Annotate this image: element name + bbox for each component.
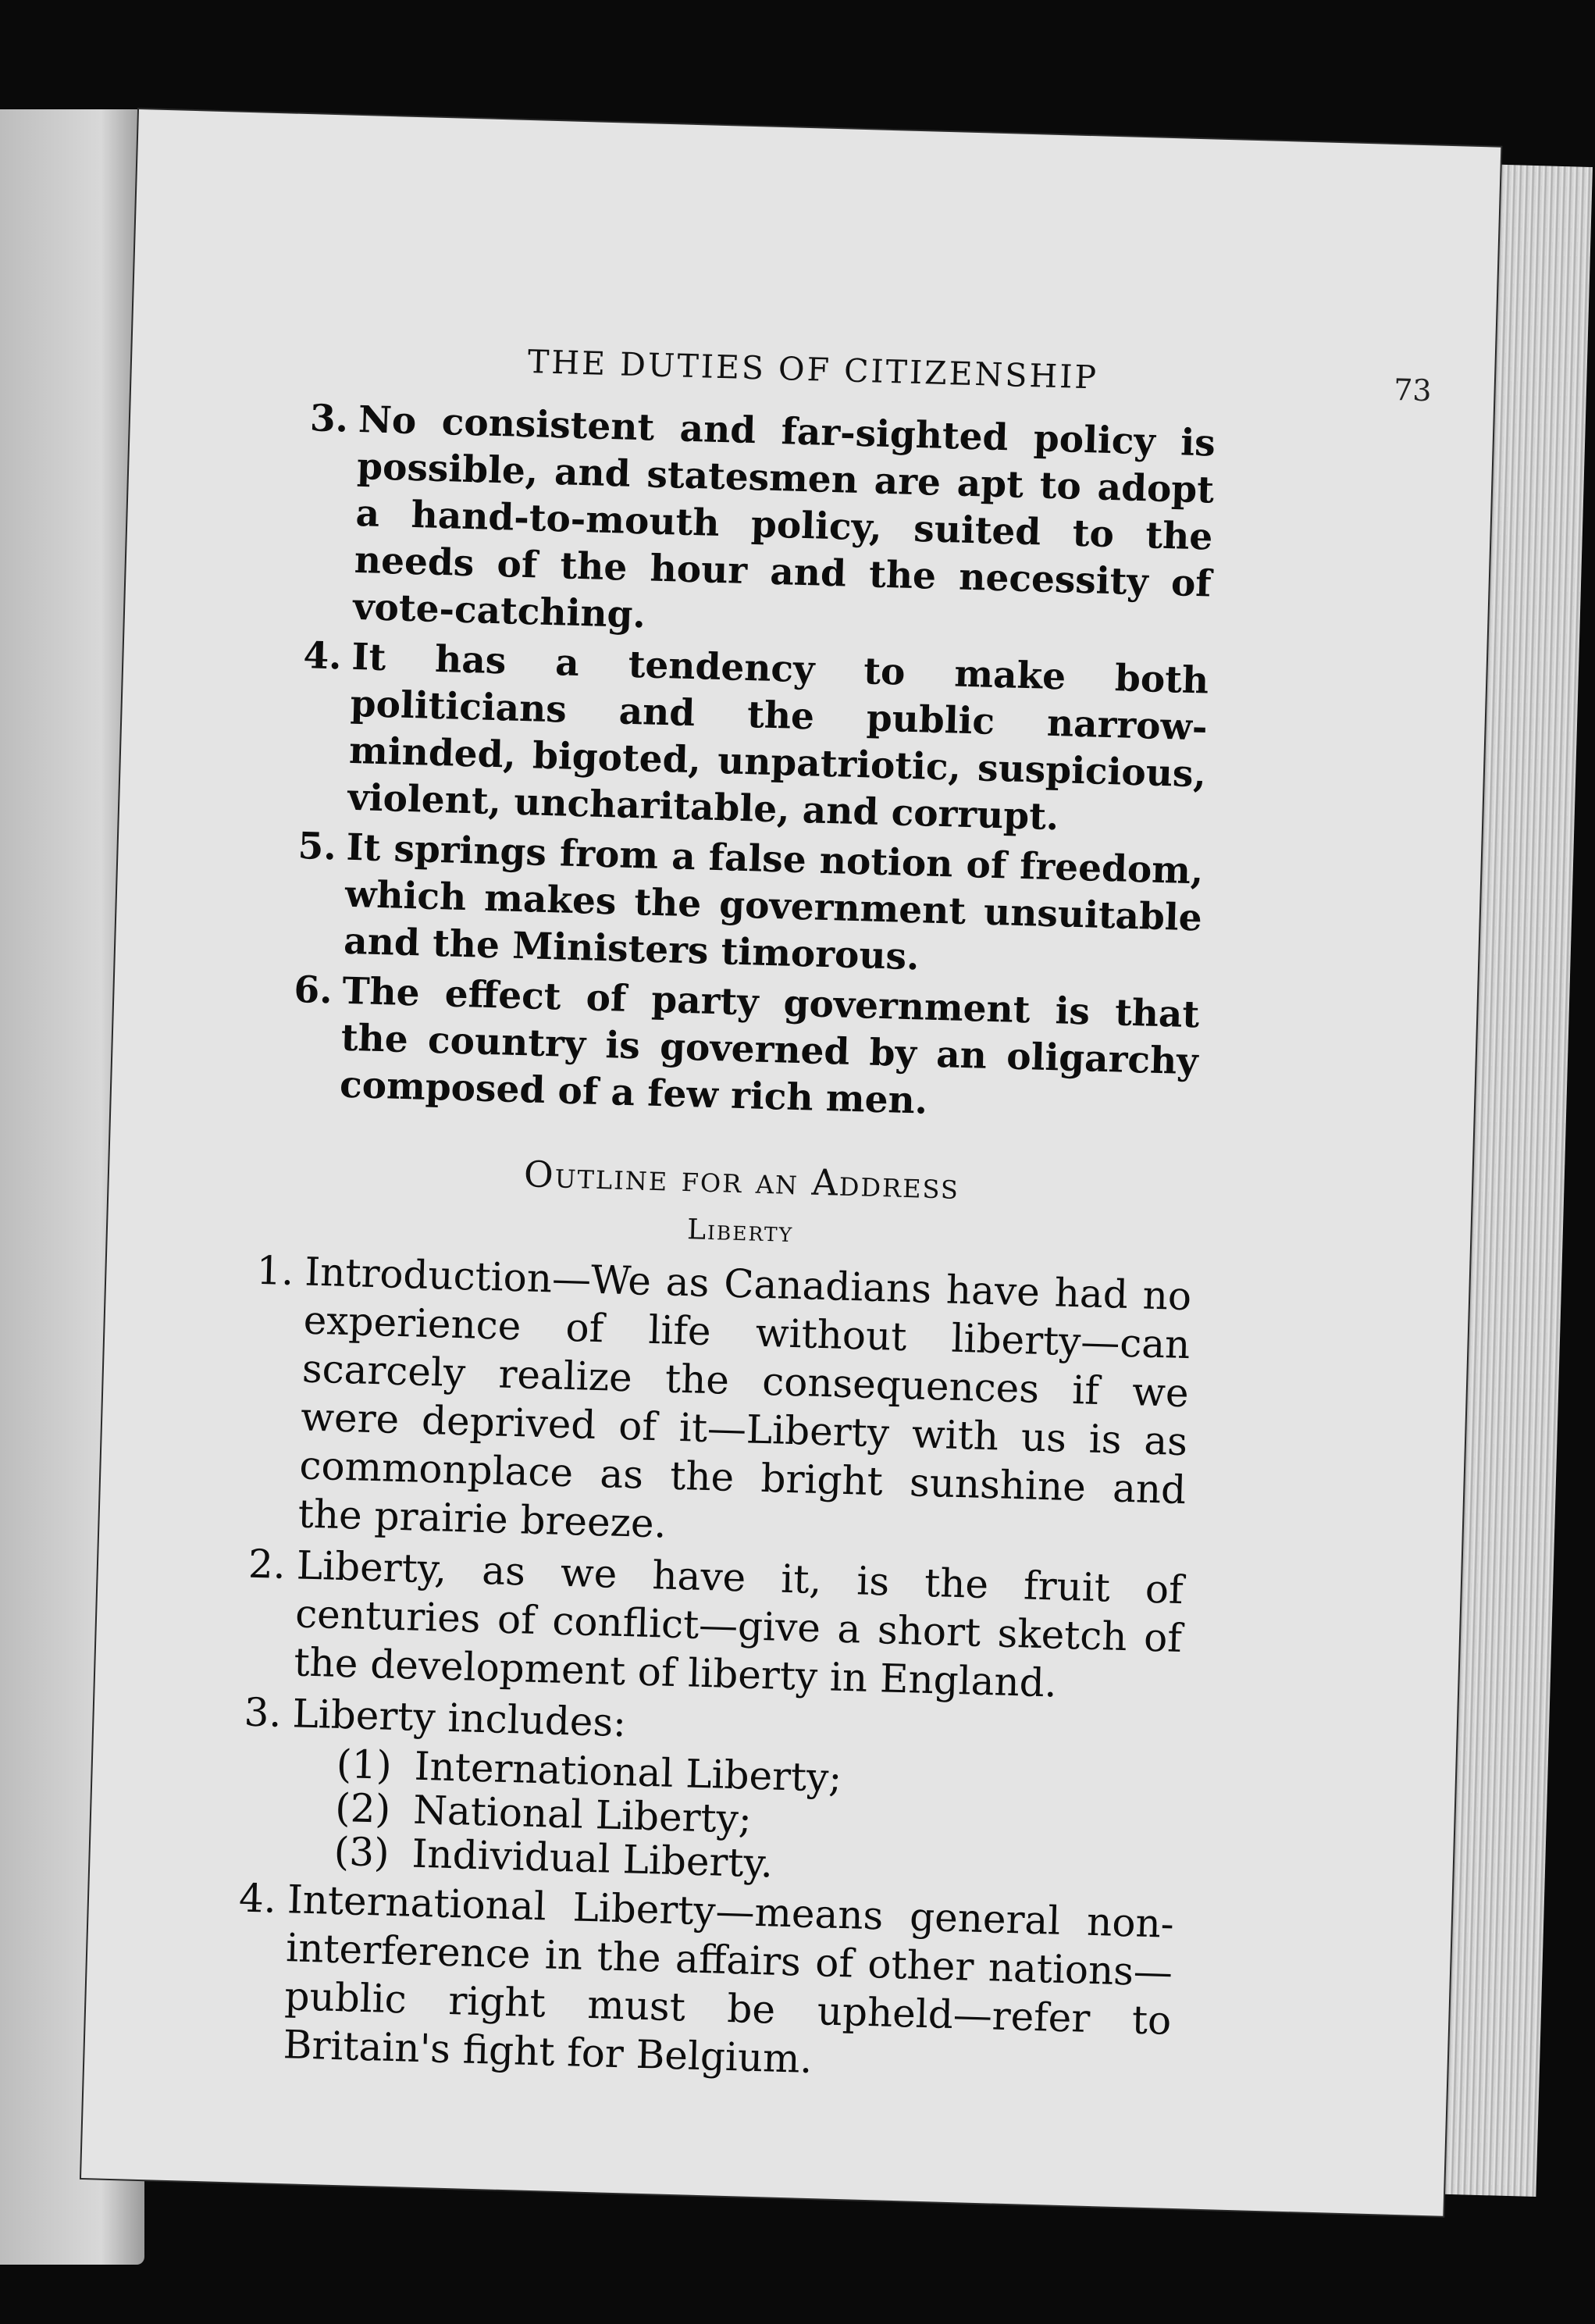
book-page — [81, 109, 1501, 2216]
sub-number: (3) — [333, 1828, 390, 1876]
sub-text: Individual Liberty. — [411, 1830, 774, 1887]
section-subheading: Liberty — [686, 1214, 794, 1249]
item-number: 5. — [297, 825, 337, 869]
list-item — [295, 823, 1205, 989]
page-number: 73 — [1393, 372, 1433, 408]
sub-text: International Liberty; — [414, 1743, 843, 1801]
liberty-outline-list — [234, 1246, 1192, 2094]
item-text: The effect of party government is that the country is governed by an oligarchy composed of a few rich men. — [339, 969, 1200, 1123]
list-item — [234, 1873, 1174, 2093]
list-item — [299, 633, 1209, 845]
item-number: 2. — [247, 1541, 287, 1588]
item-number: 3. — [243, 1689, 283, 1736]
item-text: Liberty, as we have it, is the fruit of centuries of conflict—give a short sketch of the development of liberty in England. — [293, 1542, 1184, 1706]
item-number: 6. — [293, 968, 333, 1013]
list-item — [245, 1540, 1184, 1711]
item-number: 4. — [238, 1875, 277, 1922]
list-item — [304, 395, 1216, 654]
party-government-list — [290, 395, 1216, 1132]
item-number: 1. — [255, 1247, 295, 1295]
item-number: 4. — [302, 634, 343, 679]
item-text: It has a tendency to make both politicians and the public narrow-minded, bigoted, unpatriotic, suspicious, violent, uncharitable, and corrupt. — [347, 635, 1209, 839]
liberty-sublist — [333, 1742, 1178, 1897]
sub-number: (2) — [334, 1784, 391, 1832]
item-text: No consistent and far-sighted policy is possible, and statesmen are apt to adopt a hand-to-mouth policy, suited to the needs of the hour and the necessity of vote-catching. — [352, 398, 1216, 637]
item-number: 3. — [309, 397, 349, 441]
sub-text: National Liberty; — [412, 1787, 753, 1842]
section-heading: Outline for an Address — [523, 1153, 960, 1207]
item-text: Introduction—We as Canadians have had no experience of life without liberty—can scarcely realize the consequences if we were deprived of it—Liberty with us is as commonplace as the bright sunshine and the prairie breeze. — [297, 1249, 1192, 1547]
running-head: THE DUTIES OF CITIZENSHIP — [527, 343, 1099, 397]
page-body — [238, 395, 1216, 2097]
sub-number: (1) — [336, 1741, 393, 1788]
item-text: International Liberty—means general non-interference in the affairs of other nations—public right must be upheld—refer to Britain's fight for Belgium. — [283, 1877, 1175, 2083]
item-text: Liberty includes: — [291, 1691, 627, 1746]
list-item — [249, 1246, 1192, 1563]
item-text: It springs from a false notion of freedom, which makes the government unsuitable and the Ministers timorous. — [343, 825, 1205, 979]
list-item — [290, 967, 1200, 1132]
